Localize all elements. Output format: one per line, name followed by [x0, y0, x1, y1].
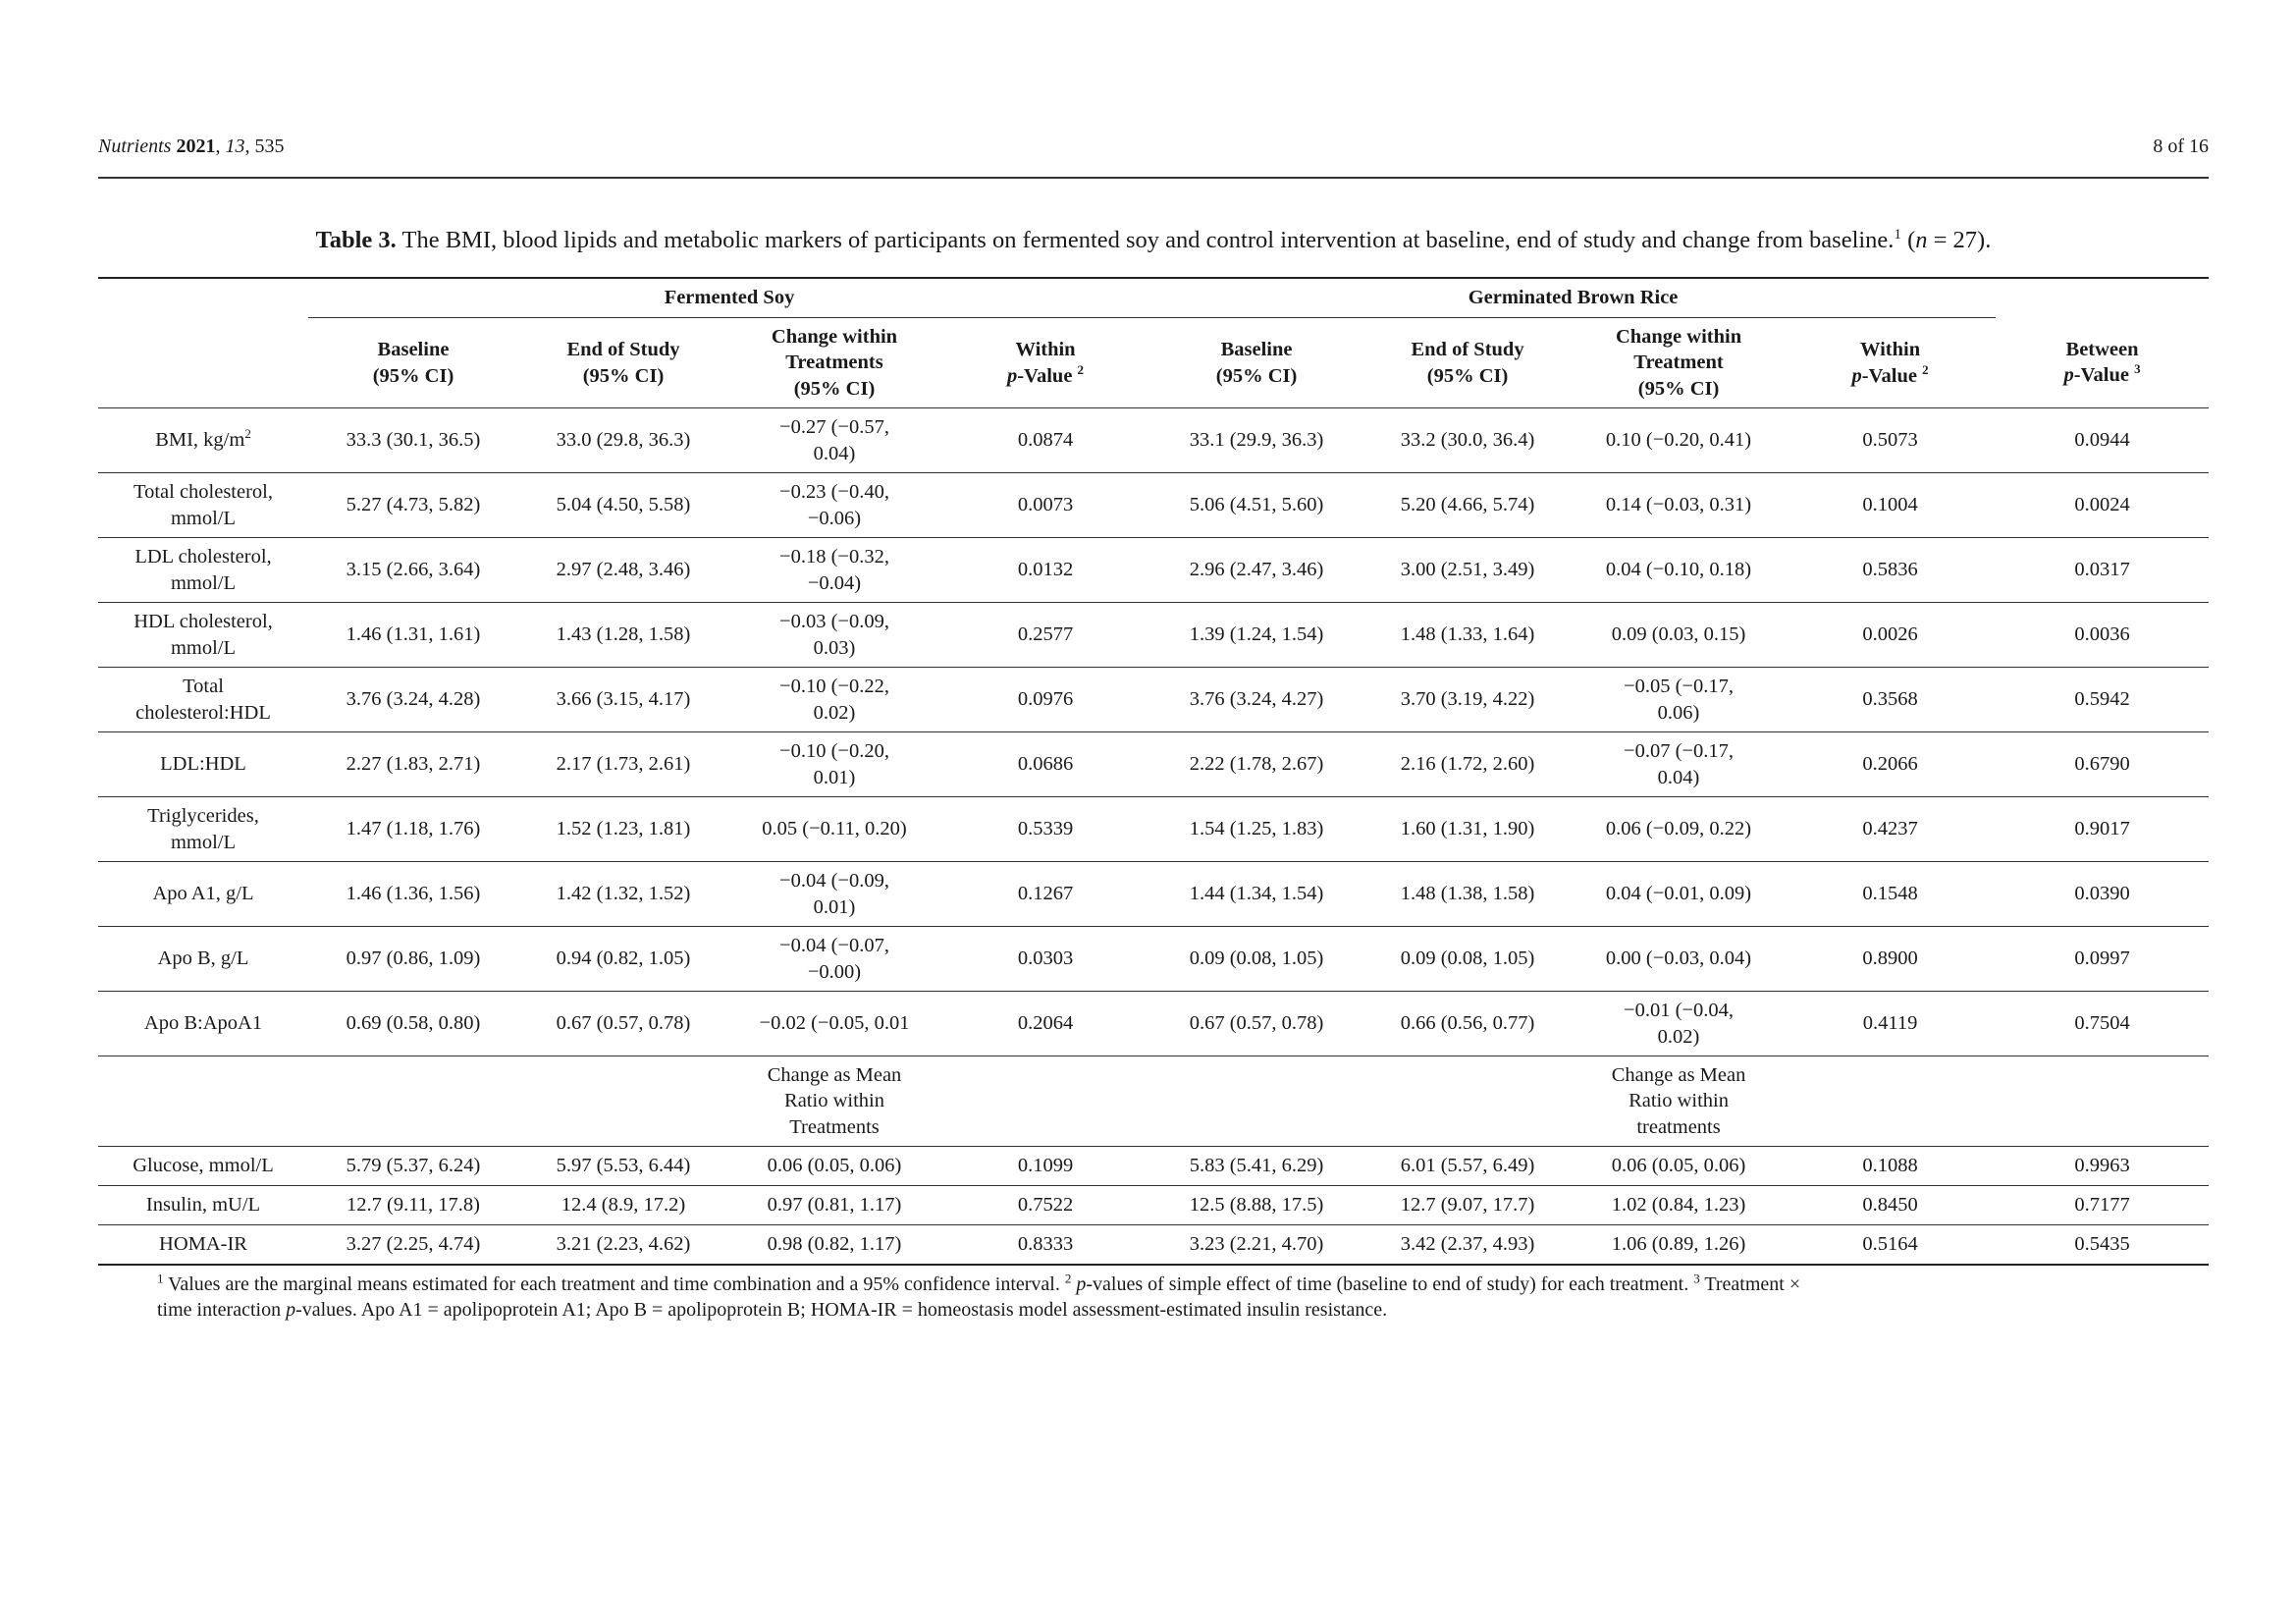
soy-within-p-cell: 0.0132	[940, 538, 1150, 603]
between-p-cell: 0.0024	[1996, 473, 2209, 538]
rice-change-cell: 0.10 (−0.20, 0.41)	[1573, 408, 1785, 473]
soy-within-p-cell: 0.5339	[940, 797, 1150, 862]
soy-change-cell: −0.10 (−0.20, 0.01)	[728, 732, 940, 797]
between-p-cell: 0.0036	[1996, 603, 2209, 668]
rice-within-p-cell: 0.8450	[1785, 1186, 1996, 1225]
soy-change-cell: 0.98 (0.82, 1.17)	[728, 1225, 940, 1266]
rice-end-cell: 1.48 (1.33, 1.64)	[1362, 603, 1573, 668]
row-label: Total cholesterol:HDL	[98, 668, 308, 732]
rice-change-cell: 0.09 (0.03, 0.15)	[1573, 603, 1785, 668]
table-row	[98, 927, 2209, 992]
caption-footnote-marker: 1	[1894, 226, 1901, 243]
rice-change-cell: 0.14 (−0.03, 0.31)	[1573, 473, 1785, 538]
col-header-soy-within-p: Within p-Value $^2$	[940, 318, 1150, 408]
caption-text: The BMI, blood lipids and metabolic markers of participants on fermented soy and control intervention at baseline, end of study and change from baseline.	[401, 227, 1895, 253]
rice-baseline-cell: 0.67 (0.57, 0.78)	[1150, 992, 1362, 1056]
rice-within-p-cell: 0.4237	[1785, 797, 1996, 862]
rice-within-p-cell: 0.1088	[1785, 1147, 1996, 1186]
soy-within-p-cell: 0.1099	[940, 1147, 1150, 1186]
soy-baseline-cell: 2.27 (1.83, 2.71)	[308, 732, 518, 797]
rice-change-cell: 0.04 (−0.01, 0.09)	[1573, 862, 1785, 927]
rice-baseline-cell: 12.5 (8.88, 17.5)	[1150, 1186, 1362, 1225]
soy-change-cell: −0.10 (−0.22, 0.02)	[728, 668, 940, 732]
soy-end-cell: 5.04 (4.50, 5.58)	[518, 473, 728, 538]
caption-n-var: n	[1915, 227, 1928, 253]
rice-change-cell: −0.07 (−0.17, 0.04)	[1573, 732, 1785, 797]
ratio-header-section	[98, 1056, 2209, 1147]
row-label: HOMA-IR	[98, 1225, 308, 1266]
between-p-cell: 0.0997	[1996, 927, 2209, 992]
soy-end-cell: 3.66 (3.15, 4.17)	[518, 668, 728, 732]
metabolic-rows	[98, 1147, 2209, 1266]
soy-within-p-cell: 0.1267	[940, 862, 1150, 927]
soy-within-p-cell: 0.0686	[940, 732, 1150, 797]
soy-end-cell: 5.97 (5.53, 6.44)	[518, 1147, 728, 1186]
rice-end-cell: 6.01 (5.57, 6.49)	[1362, 1147, 1573, 1186]
between-p-cell: 0.5435	[1996, 1225, 2209, 1266]
soy-within-p-cell: 0.0976	[940, 668, 1150, 732]
rice-baseline-cell: 2.96 (2.47, 3.46)	[1150, 538, 1362, 603]
rice-end-cell: 33.2 (30.0, 36.4)	[1362, 408, 1573, 473]
table-row	[98, 797, 2209, 862]
between-p-cell: 0.9963	[1996, 1147, 2209, 1186]
rice-end-cell: 3.42 (2.37, 4.93)	[1362, 1225, 1573, 1266]
between-p-cell: 0.0390	[1996, 862, 2209, 927]
soy-end-cell: 0.94 (0.82, 1.05)	[518, 927, 728, 992]
rice-within-p-cell: 0.8900	[1785, 927, 1996, 992]
soy-baseline-cell: 1.47 (1.18, 1.76)	[308, 797, 518, 862]
soy-within-p-cell: 0.7522	[940, 1186, 1150, 1225]
col-header-between-p: Between p-Value $^3$	[1996, 318, 2209, 408]
between-p-cell: 0.0944	[1996, 408, 2209, 473]
soy-change-cell: −0.27 (−0.57, 0.04)	[728, 408, 940, 473]
table-row	[98, 862, 2209, 927]
rice-baseline-cell: 1.44 (1.34, 1.54)	[1150, 862, 1362, 927]
soy-change-cell: 0.06 (0.05, 0.06)	[728, 1147, 940, 1186]
between-p-cell: 0.0317	[1996, 538, 2209, 603]
row-label: Insulin, mU/L	[98, 1186, 308, 1225]
soy-change-cell: 0.05 (−0.11, 0.20)	[728, 797, 940, 862]
ratio-header-row	[98, 1056, 2209, 1147]
rice-baseline-cell: 1.39 (1.24, 1.54)	[1150, 603, 1362, 668]
rice-within-p-cell: 0.5164	[1785, 1225, 1996, 1266]
soy-baseline-cell: 1.46 (1.31, 1.61)	[308, 603, 518, 668]
soy-baseline-cell: 3.15 (2.66, 3.64)	[308, 538, 518, 603]
journal-citation: Nutrients 2021, 13, 535	[98, 135, 285, 157]
rice-baseline-cell: 5.83 (5.41, 6.29)	[1150, 1147, 1362, 1186]
soy-change-cell: −0.04 (−0.07, −0.00)	[728, 927, 940, 992]
soy-baseline-cell: 33.3 (30.1, 36.5)	[308, 408, 518, 473]
soy-end-cell: 0.67 (0.57, 0.78)	[518, 992, 728, 1056]
rice-within-p-cell: 0.1548	[1785, 862, 1996, 927]
table-row	[98, 1186, 2209, 1225]
soy-baseline-cell: 5.27 (4.73, 5.82)	[308, 473, 518, 538]
lipid-rows	[98, 408, 2209, 1056]
row-label: BMI, $kg/m^2$	[98, 408, 308, 473]
rice-within-p-cell: 0.4119	[1785, 992, 1996, 1056]
between-p-cell: 0.7177	[1996, 1186, 2209, 1225]
rice-within-p-cell: 0.1004	[1785, 473, 1996, 538]
caption-n-rest: = 27).	[1933, 227, 1992, 253]
group-header-row	[98, 278, 2209, 318]
soy-baseline-cell: 0.97 (0.86, 1.09)	[308, 927, 518, 992]
col-header-soy-change: Change within Treatments (95% CI)	[728, 318, 940, 408]
col-header-soy-end: End of Study (95% CI)	[518, 318, 728, 408]
results-table	[98, 277, 2209, 1266]
group-blank	[1996, 278, 2209, 318]
table-row	[98, 538, 2209, 603]
between-p-cell: 0.5942	[1996, 668, 2209, 732]
col-header-blank	[98, 318, 308, 408]
journal-name: Nutrients	[98, 135, 172, 157]
soy-baseline-cell: 12.7 (9.11, 17.8)	[308, 1186, 518, 1225]
soy-within-p-cell: 0.2064	[940, 992, 1150, 1056]
table-row	[98, 668, 2209, 732]
rice-end-cell: 0.09 (0.08, 1.05)	[1362, 927, 1573, 992]
rice-end-cell: 2.16 (1.72, 2.60)	[1362, 732, 1573, 797]
soy-within-p-cell: 0.0874	[940, 408, 1150, 473]
soy-end-cell: 12.4 (8.9, 17.2)	[518, 1186, 728, 1225]
table-row	[98, 408, 2209, 473]
rice-within-p-cell: 0.0026	[1785, 603, 1996, 668]
rice-within-p-cell: 0.5836	[1785, 538, 1996, 603]
row-label: Apo B, g/L	[98, 927, 308, 992]
rice-change-cell: 0.04 (−0.10, 0.18)	[1573, 538, 1785, 603]
rice-change-cell: −0.05 (−0.17, 0.06)	[1573, 668, 1785, 732]
corner-cell	[98, 278, 308, 318]
soy-end-cell: 2.17 (1.73, 2.61)	[518, 732, 728, 797]
rice-change-cell: 0.06 (−0.09, 0.22)	[1573, 797, 1785, 862]
rice-within-p-cell: 0.3568	[1785, 668, 1996, 732]
row-label: Glucose, mmol/L	[98, 1147, 308, 1186]
row-label: HDL cholesterol, mmol/L	[98, 603, 308, 668]
page-number: 8 of 16	[2153, 135, 2209, 157]
soy-end-cell: 2.97 (2.48, 3.46)	[518, 538, 728, 603]
soy-end-cell: 3.21 (2.23, 4.62)	[518, 1225, 728, 1266]
rice-end-cell: 12.7 (9.07, 17.7)	[1362, 1186, 1573, 1225]
ratio-header-soy: Change as Mean Ratio within Treatments	[728, 1056, 940, 1147]
soy-end-cell: 1.52 (1.23, 1.81)	[518, 797, 728, 862]
rice-change-cell: 1.06 (0.89, 1.26)	[1573, 1225, 1785, 1266]
rice-within-p-cell: 0.5073	[1785, 408, 1996, 473]
running-head	[98, 135, 2209, 179]
soy-baseline-cell: 1.46 (1.36, 1.56)	[308, 862, 518, 927]
rice-end-cell: 3.00 (2.51, 3.49)	[1362, 538, 1573, 603]
soy-baseline-cell: 0.69 (0.58, 0.80)	[308, 992, 518, 1056]
column-header-row	[98, 318, 2209, 408]
soy-change-cell: −0.02 (−0.05, 0.01	[728, 992, 940, 1056]
col-header-rice-end: End of Study (95% CI)	[1362, 318, 1573, 408]
row-label: Triglycerides, mmol/L	[98, 797, 308, 862]
journal-volume: 13	[225, 135, 245, 157]
soy-baseline-cell: 3.76 (3.24, 4.28)	[308, 668, 518, 732]
rice-baseline-cell: 3.76 (3.24, 4.27)	[1150, 668, 1362, 732]
col-header-soy-baseline: Baseline (95% CI)	[308, 318, 518, 408]
article-number: 535	[254, 135, 285, 157]
soy-baseline-cell: 3.27 (2.25, 4.74)	[308, 1225, 518, 1266]
table-row	[98, 603, 2209, 668]
rice-baseline-cell: 2.22 (1.78, 2.67)	[1150, 732, 1362, 797]
rice-baseline-cell: 5.06 (4.51, 5.60)	[1150, 473, 1362, 538]
table-row	[98, 1225, 2209, 1266]
rice-baseline-cell: 1.54 (1.25, 1.83)	[1150, 797, 1362, 862]
col-header-rice-baseline: Baseline (95% CI)	[1150, 318, 1362, 408]
soy-change-cell: −0.23 (−0.40, −0.06)	[728, 473, 940, 538]
soy-within-p-cell: 0.8333	[940, 1225, 1150, 1266]
soy-change-cell: −0.18 (−0.32, −0.04)	[728, 538, 940, 603]
rice-change-cell: 0.00 (−0.03, 0.04)	[1573, 927, 1785, 992]
soy-within-p-cell: 0.0303	[940, 927, 1150, 992]
rice-baseline-cell: 0.09 (0.08, 1.05)	[1150, 927, 1362, 992]
row-label: Total cholesterol, mmol/L	[98, 473, 308, 538]
rice-end-cell: 1.60 (1.31, 1.90)	[1362, 797, 1573, 862]
table-caption	[98, 226, 2209, 254]
group-germinated-brown-rice: Germinated Brown Rice	[1150, 278, 1996, 318]
rice-change-cell: 0.06 (0.05, 0.06)	[1573, 1147, 1785, 1186]
col-header-rice-within-p: Within p-Value $^2$	[1785, 318, 1996, 408]
soy-change-cell: −0.03 (−0.09, 0.03)	[728, 603, 940, 668]
row-label: Apo B:ApoA1	[98, 992, 308, 1056]
between-p-cell: 0.6790	[1996, 732, 2209, 797]
row-label: Apo A1, g/L	[98, 862, 308, 927]
between-p-cell: 0.9017	[1996, 797, 2209, 862]
rice-end-cell: 0.66 (0.56, 0.77)	[1362, 992, 1573, 1056]
soy-end-cell: 33.0 (29.8, 36.3)	[518, 408, 728, 473]
rice-baseline-cell: 3.23 (2.21, 4.70)	[1150, 1225, 1362, 1266]
caption-n-open: (	[1907, 227, 1916, 253]
soy-within-p-cell: 0.0073	[940, 473, 1150, 538]
soy-change-cell: −0.04 (−0.09, 0.01)	[728, 862, 940, 927]
rice-end-cell: 3.70 (3.19, 4.22)	[1362, 668, 1573, 732]
rice-end-cell: 5.20 (4.66, 5.74)	[1362, 473, 1573, 538]
rice-end-cell: 1.48 (1.38, 1.58)	[1362, 862, 1573, 927]
journal-year: 2021	[176, 135, 216, 157]
soy-within-p-cell: 0.2577	[940, 603, 1150, 668]
table-row	[98, 1147, 2209, 1186]
table-row	[98, 992, 2209, 1056]
row-label: LDL cholesterol, mmol/L	[98, 538, 308, 603]
table-row	[98, 732, 2209, 797]
col-header-rice-change: Change within Treatment (95% CI)	[1573, 318, 1785, 408]
rice-within-p-cell: 0.2066	[1785, 732, 1996, 797]
ratio-header-rice: Change as Mean Ratio within treatments	[1573, 1056, 1785, 1147]
table-label: Table 3.	[315, 227, 397, 253]
soy-change-cell: 0.97 (0.81, 1.17)	[728, 1186, 940, 1225]
table-row	[98, 473, 2209, 538]
soy-baseline-cell: 5.79 (5.37, 6.24)	[308, 1147, 518, 1186]
soy-end-cell: 1.42 (1.32, 1.52)	[518, 862, 728, 927]
group-fermented-soy: Fermented Soy	[308, 278, 1150, 318]
soy-end-cell: 1.43 (1.28, 1.58)	[518, 603, 728, 668]
rice-change-cell: 1.02 (0.84, 1.23)	[1573, 1186, 1785, 1225]
table-footnote: $^1$ Values are the marginal means estimated for each treatment and time combination and a 95% confidence interval. $^2$ p-values of simple effect of time (baseline to end of study) for each treatment. $^3$ Treatment × time interaction p-values. Apo A1 = apolipoprotein A1; Apo B = apolipoprotein B; HOMA-IR = homeostasis model assessment-estimated insulin resistance.	[157, 1271, 1801, 1321]
row-label: LDL:HDL	[98, 732, 308, 797]
rice-baseline-cell: 33.1 (29.9, 36.3)	[1150, 408, 1362, 473]
rice-change-cell: −0.01 (−0.04, 0.02)	[1573, 992, 1785, 1056]
between-p-cell: 0.7504	[1996, 992, 2209, 1056]
